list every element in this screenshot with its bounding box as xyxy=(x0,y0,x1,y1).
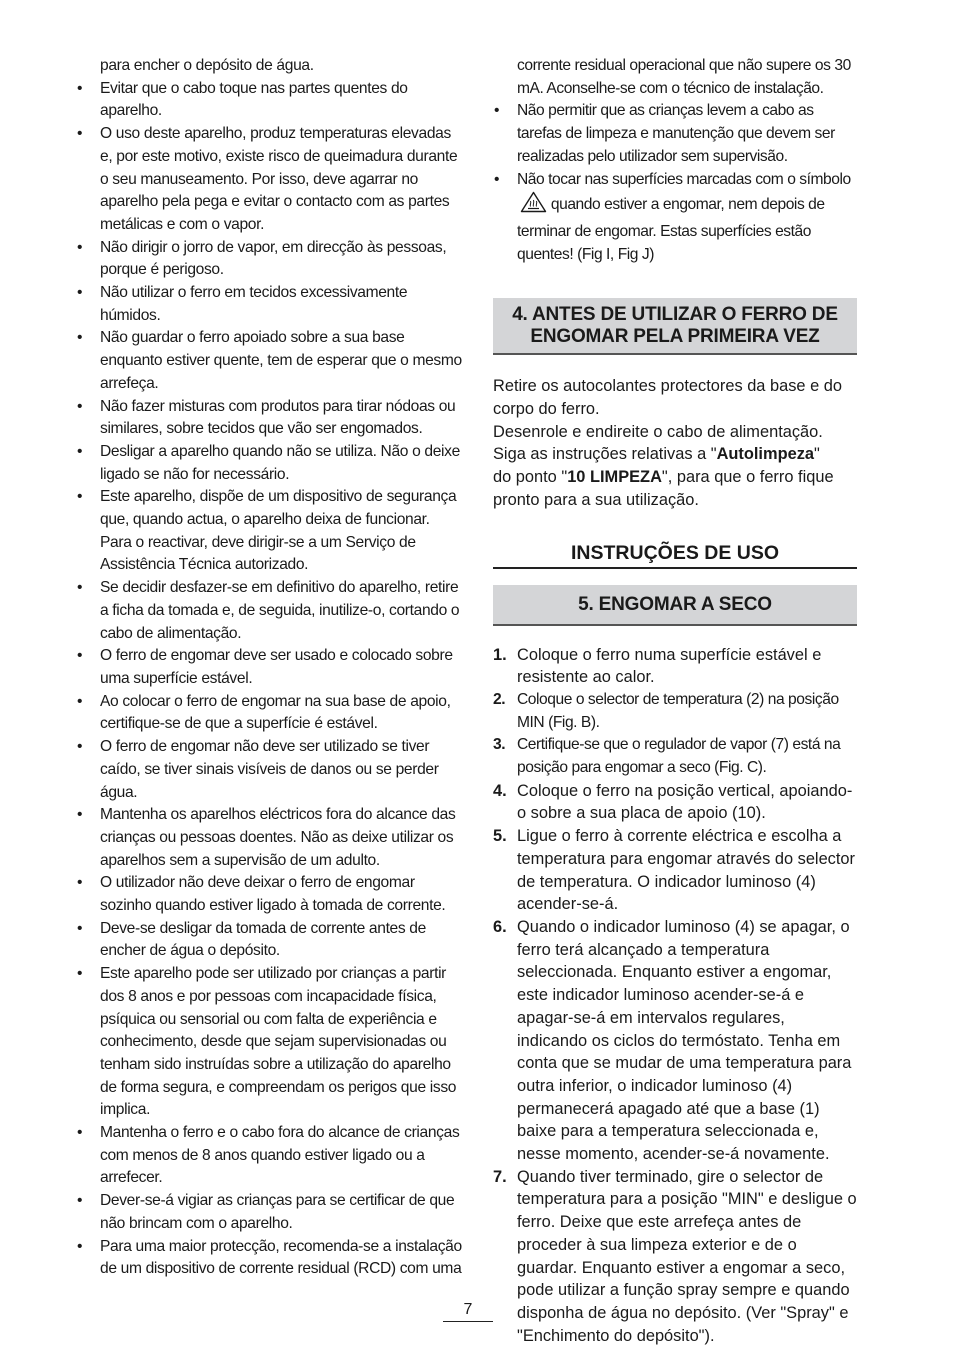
list-item: • Mantenha os aparelhos eléctricos fora do alcance das crianças ou pessoas doentes. Não as deixe utilizar os aparelhos sem a supervisão de um adulto. xyxy=(77,806,456,869)
list-item: • Para uma maior protecção, recomenda-se a instalação de um dispositivo de corrente residual (RCD) com uma xyxy=(77,1237,462,1278)
bullet-icon: • xyxy=(77,647,83,665)
bullet-icon: • xyxy=(77,442,83,460)
step-item: 6. Quando o indicador luminoso (4) se apagar, o ferro terá alcançado a temperatura seleccionada. Enquanto estiver a engomar, este indicador luminoso acender-se-á e apagar-se-á em intervalos regulares, indicando os ciclos do termóstato. Tenha em conta que se mudar de uma temperatura para outra inferior, o indicador luminoso (4) permanecerá apagado até que a base (1) baixe para a temperatura seleccionada e, nesse momento, acender-se-á novamente. xyxy=(493,917,852,1164)
step-item: 3. Certifique-se que o regulador de vapor (7) está na posição para engomar a seco (Fig. C). xyxy=(493,736,841,777)
instrucoes-de-uso-title: INSTRUÇÕES DE USO xyxy=(493,541,857,569)
section-4-paragraph: Retire os autocolantes protectores da base e do corpo do ferro. Desenrole e endireite o cabo de alimentação. Siga as instruções relativas a "Autolimpeza" do ponto "10 LIMPEZA", para que o ferro fique pronto para a sua utilização. xyxy=(493,377,842,509)
bullet-icon: • xyxy=(494,102,500,120)
list-item: • Não utilizar o ferro em tecidos excessivamente húmidos. xyxy=(77,284,408,324)
list-item: • Não fazer misturas com produtos para tirar nódoas ou similares, sobre tecidos que vão ser engomados. xyxy=(77,397,456,438)
bullet-icon: • xyxy=(77,125,83,143)
list-item: • Evitar que o cabo toque nas partes quentes do aparelho. xyxy=(77,79,408,120)
bullet-icon: • xyxy=(77,1124,83,1142)
list-item: • Não guardar o ferro apoiado sobre a sua base enquanto estiver quente, tem de esperar que o mesmo arrefeça. xyxy=(77,329,462,392)
continuation-text: corrente residual operacional que não supere os 30 mA. Aconselhe-se com o técnico de instalação. xyxy=(517,57,851,97)
bullet-icon: • xyxy=(77,284,83,302)
bullet-icon: • xyxy=(77,79,83,97)
bullet-icon: • xyxy=(77,965,83,983)
list-item: • O utilizador não deve deixar o ferro de engomar sozinho quando estiver ligado à tomada de corrente. xyxy=(77,874,446,915)
bullet-icon: • xyxy=(77,806,83,824)
section-5-heading: 5. ENGOMAR A SECO xyxy=(493,585,857,626)
continuation-text: para encher o depósito de água. xyxy=(100,57,314,74)
step-item: 2. Coloque o selector de temperatura (2) na posição MIN (Fig. B). xyxy=(493,690,839,731)
list-item: • Não permitir que as crianças levem a cabo as tarefas de limpeza e manutenção que devem ser realizadas pelo utilizador sem supervisão. xyxy=(494,102,835,165)
bullet-icon: • xyxy=(77,397,83,415)
bullet-icon: • xyxy=(77,874,83,892)
bullet-icon: • xyxy=(77,238,83,256)
list-item: • Este aparelho pode ser utilizado por crianças a partir dos 8 anos e por pessoas com incapacidade física, psíquica ou sensorial ou com falta de experiência e conhecimento, desde que sejam supervisionadas ou tenham sido instruídas sobre a utilização do aparelho de forma segura, e compreendam os perigos que isso implica. xyxy=(77,965,457,1119)
list-item: • Desligar a aparelho quando não se utiliza. Não o deixe ligado se não for necessário. xyxy=(77,442,460,483)
limpeza-ref: 10 LIMPEZA xyxy=(567,468,662,487)
bullet-icon: • xyxy=(77,1192,83,1210)
list-item: • O uso deste aparelho, produz temperaturas elevadas e, por este motivo, existe risco de queimadura durante o seu manuseamento. Por isso, deve agarrar no aparelho pela pega e evitar o contacto com as partes metálicas e com o vapor. xyxy=(77,125,458,233)
list-item: • Não dirigir o jorro de vapor, em direcção às pessoas, porque é perigoso. xyxy=(77,238,447,279)
bullet-icon: • xyxy=(77,919,83,937)
list-item-hot-surface: • Não tocar nas superfícies marcadas com o símbolo quando estiver a engomar, nem depois de terminar de engomar. Estas superfícies estão quentes! (Fig I, Fig J) xyxy=(494,170,851,263)
left-column xyxy=(76,55,464,1281)
bullet-icon: • xyxy=(77,692,83,710)
right-safety-block xyxy=(493,55,859,266)
list-item: • Ao colocar o ferro de engomar na sua base de apoio, certifique-se de que a superfície é estável. xyxy=(77,692,451,733)
page-number: 7 xyxy=(443,1301,493,1322)
step-item: 5. Ligue o ferro à corrente eléctrica e escolha a temperatura para engomar através do selector de temperatura. O indicador luminoso (4) acender-se-á. xyxy=(493,827,856,914)
hot-surface-warning-icon xyxy=(520,191,547,221)
list-item: • Dever-se-á vigiar as crianças para se certificar de que não brincam com o aparelho. xyxy=(77,1192,455,1232)
section-4-heading: 4. ANTES DE UTILIZAR O FERRO DE ENGOMAR PELA PRIMEIRA VEZ xyxy=(493,298,857,355)
bullet-icon: • xyxy=(494,170,500,188)
list-item: • Se decidir desfazer-se em definitivo do aparelho, retire a ficha da tomada e, de seguida, inutilize-o, cortando o cabo de alimentação. xyxy=(77,579,460,642)
step-item: 1. Coloque o ferro numa superfície estável e resistente ao calor. xyxy=(493,645,822,687)
list-item: • Mantenha o ferro e o cabo fora do alcance de crianças com menos de 8 anos quando estiver ligado ou a arrefecer. xyxy=(77,1124,460,1187)
dry-ironing-steps xyxy=(493,644,859,1348)
safety-list xyxy=(493,100,859,266)
autolimpeza-ref: Autolimpeza xyxy=(716,445,815,464)
bullet-icon: • xyxy=(77,1237,83,1255)
bullet-icon: • xyxy=(77,488,83,506)
step-item: 7. Quando tiver terminado, gire o selector de temperatura para a posição "MIN" e desligue o ferro. Deixe que este arrefeça antes de proceder à sua limpeza exterior e de o guardar. Enquanto estiver a engomar a seco, pode utilizar a função spray sempre e quando disponha de água no depósito. (Ver "Spray" e "Enchimento do depósito"). xyxy=(493,1167,857,1345)
list-item: • O ferro de engomar deve ser usado e colocado sobre uma superfície estável. xyxy=(77,647,453,687)
right-column xyxy=(493,55,859,1347)
bullet-icon: • xyxy=(77,738,83,756)
list-item: • Deve-se desligar da tomada de corrente antes de encher de água o depósito. xyxy=(77,919,426,960)
safety-list xyxy=(76,78,464,1281)
step-item: 4. Coloque o ferro na posição vertical, apoiando-o sobre a sua placa de apoio (10). xyxy=(493,781,853,823)
list-item: • O ferro de engomar não deve ser utilizado se tiver caído, se tiver sinais visíveis de danos ou se perder água. xyxy=(77,738,439,801)
bullet-icon: • xyxy=(77,329,83,347)
bullet-icon: • xyxy=(77,579,83,597)
list-item: • Este aparelho, dispõe de um dispositivo de segurança que, quando actua, o aparelho deixa de funcionar. Para o reactivar, deve dirigir-se a um Serviço de Assistência Técnica autorizado. xyxy=(77,488,457,574)
